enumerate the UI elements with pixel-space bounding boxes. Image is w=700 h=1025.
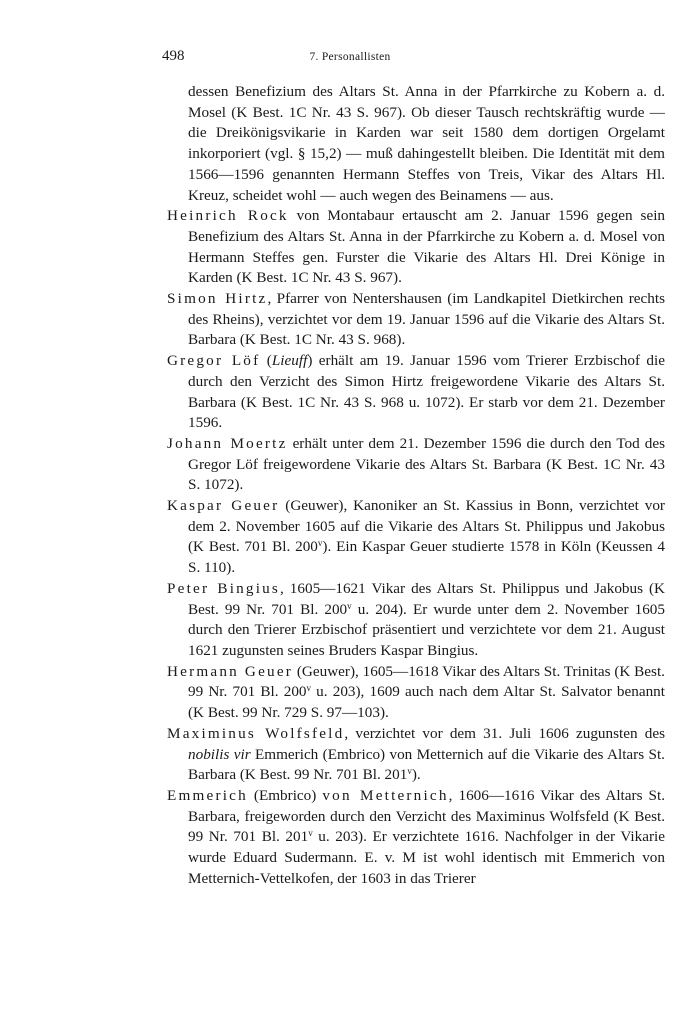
entry-text: , 1605—1621 Vikar des Altars St. Philippus und Jakobus (K Best. 99 Nr. 701 Bl. 200: [188, 579, 665, 618]
italic-text: nobilis vir: [188, 745, 251, 763]
entry: [167, 289, 665, 351]
entry-text: , 1606—1616 Vikar des Altars St. Barbara, freigeworden durch den Verzicht des Maximinus Wolfsfeld (K Best. 99 Nr. 701 Bl. 201: [188, 786, 665, 846]
entry-text: ).: [411, 766, 421, 784]
entry-text: (Geuwer), 1605—1618 Vikar des Altars St. Trinitas (K Best. 99 Nr. 701 Bl. 200: [188, 662, 665, 701]
entry-name: Peter Bingius: [167, 579, 281, 597]
entry-name: Simon Hirtz: [167, 290, 268, 308]
entry-text: Emmerich (Embrico) von Metternich auf die Vikarie des Altars St. Barbara (K Best. 99 Nr. 701 Bl. 201: [188, 745, 665, 784]
page-number: 498: [162, 48, 185, 64]
verso-mark: v: [347, 600, 352, 611]
entry-text: u. 204). Er wurde unter dem 2. November 1605 durch den Trierer Erzbischof präsentiert und verzichtete vor dem 21. August 1621 zugunsten seines Bruders Kaspar Bingius.: [188, 600, 665, 659]
entry: [167, 351, 665, 434]
entry-name: Johann Moertz: [167, 434, 288, 452]
entry: [167, 579, 665, 662]
entry-text: von Montabaur ertauscht am 2. Januar 1596 gegen sein Benefizium des Altars St. Anna in der Pfarrkirche zu Kobern a. d. Mosel von Hermann Steffes gen. Furster die Vikarie des Altars Hl. Drei Könige in Karden (K Best. 1C Nr. 43 S. 967).: [188, 207, 666, 287]
entry: [167, 434, 665, 496]
entry-text: u. 203). Er verzichtete 1616. Nachfolger in der Vikarie wurde Eduard Sudermann. E. v. M ist wohl identisch mit Emmerich von Metternich-Vettelkofen, der 1603 in das Trierer: [188, 828, 665, 887]
verso-mark: v: [306, 683, 312, 694]
entry-name: Emmerich: [167, 786, 248, 804]
entry-name: Maximinus Wolfsfeld: [167, 724, 345, 742]
entry-text: u. 203), 1609 auch nach dem Altar St. Salvator benannt (K Best. 99 Nr. 729 S. 97—103).: [188, 683, 665, 722]
entry-text: erhält unter dem 21. Dezember 1596 die durch den Tod des Gregor Löf freigewordene Vikarie des Altars St. Barbara (K Best. 1C Nr. 43 S. 1072).: [188, 434, 666, 494]
verso-mark: v: [407, 766, 412, 777]
text-block: [167, 82, 665, 889]
entry-text: (: [260, 352, 272, 370]
entry: [167, 786, 665, 890]
entry-text: (Geuwer), Kanoniker an St. Kassius in Bonn, verzichtet vor dem 2. November 1605 auf die Vikarie des Altars St. Philippus und Jakobus (K Best. 701 Bl. 200: [188, 497, 665, 556]
entry: [167, 206, 665, 289]
entry-name: Heinrich Rock: [167, 207, 289, 225]
entry: [167, 496, 665, 579]
entry-name: Kaspar Geuer: [167, 497, 280, 515]
entry: [167, 662, 665, 724]
entry-text: , Pfarrer von Nentershausen (im Landkapitel Dietkirchen rechts des Rheins), verzichtet vor dem 19. Januar 1596 auf die Vikarie des Altars St. Barbara (K Best. 1C Nr. 43 S. 968).: [188, 290, 666, 349]
entry-name: Hermann Geuer: [167, 662, 294, 680]
entry-name: von Metternich: [322, 786, 449, 804]
entry: [167, 724, 665, 786]
entry-name: Gregor Löf: [167, 352, 261, 370]
entry-text: dessen Benefizium des Altars St. Anna in der Pfarrkirche zu Kobern a. d. Mosel (K Best. 1C Nr. 43 S. 967). Ob dieser Tausch rechtskräftig wurde — die Dreikönigsvikarie in Karden war seit 1580 dem dortigen Orgelamt inkorporiert (vgl. § 15,2) — muß dahingestellt bleiben. Die Identität mit dem 1566—1596 genannten Hermann Steffes von Treis, Vikar des Altars Hl. Kreuz, scheidet wohl — auch wegen des Beinamens — aus.: [188, 83, 665, 204]
entry-text: ). Ein Kaspar Geuer studierte 1578 in Köln (Keussen 4 S. 110).: [188, 538, 665, 577]
entry-text: (Embrico): [247, 786, 323, 804]
entry-text: , verzichtet vor dem 31. Juli 1606 zugunsten des: [344, 724, 665, 742]
verso-mark: v: [317, 538, 323, 549]
entry-text: ) erhält am 19. Januar 1596 vom Trierer Erzbischof die durch den Verzicht des Simon Hirtz freigewordene Vikarie des Altars St. Barbara (K Best. 1C Nr. 43 S. 968 u. 1072). Er starb vor dem 21. Dezember 1596.: [188, 352, 665, 432]
running-head: 7. Personallisten: [309, 51, 391, 63]
verso-mark: v: [308, 828, 313, 839]
entry: [167, 82, 665, 206]
italic-text: Lieuff: [271, 352, 308, 370]
